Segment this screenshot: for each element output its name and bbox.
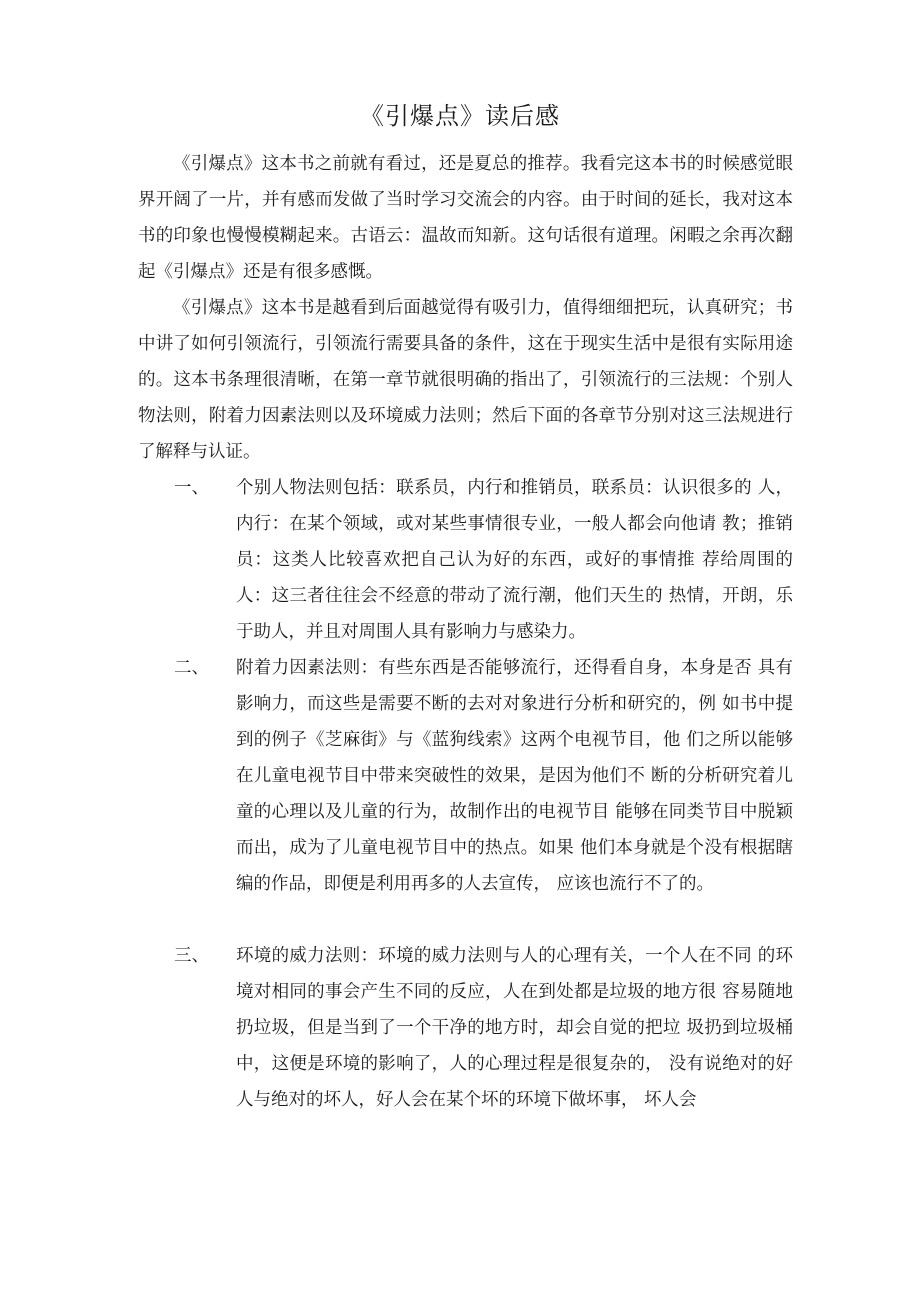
list-item-marker: 三、 bbox=[174, 946, 209, 966]
list-item-text: 附着力因素法则：有些东西是否能够流行，还得看自身，本身是否 具有影响力，而这些是需要不断的去对对象进行分析和研究的，例 如书中提到的例子《芝麻街》与《蓝狗线索》这两个电视节目，他 们之所以能够在儿童电视节目中带来突破性的效果，是因为他们不 断的分析研究着儿童的心理以及儿童的行为，故制作出的电视节目 能够在同类节目中脱颖而出，成为了儿童电视节目中的热点。如果 他们本身就是个没有根据瞎编的作品，即便是利用再多的人去宣传， 应该也流行不了的。 bbox=[236, 658, 793, 894]
document-title: 《引爆点》读后感 bbox=[360, 102, 560, 130]
list-item-marker: 二、 bbox=[174, 658, 209, 678]
paragraph-intro: 《引爆点》这本书之前就有看过，还是夏总的推荐。我看完这本书的时候感觉眼界开阔了一片，并有感而发做了当时学习交流会的内容。由于时间的延长，我对这本书的印象也慢慢模糊起来。古语云：温故而知新。这句话很有道理。闲暇之余再次翻起《引爆点》还是有很多感慨。 bbox=[138, 154, 793, 282]
list-item-text: 个别人物法则包括：联系员，内行和推销员，联系员：认识很多的 人，内行：在某个领域，或对某些事情很专业，一般人都会向他请 教；推销员：这类人比较喜欢把自己认为好的东西，或好的事情推 荐给周围的人：这三者往往会不经意的带动了流行潮，他们天生的 热情，开朗，乐于助人，并且对周围人具有影响力与感染力。 bbox=[236, 478, 793, 642]
list-item-text: 环境的威力法则：环境的威力法则与人的心理有关，一个人在不同 的环境对相同的事会产生不同的反应，人在到处都是垃圾的地方很 容易随地扔垃圾，但是当到了一个干净的地方时，却会自觉的把垃 圾扔到垃圾桶中，这便是环境的影响了，人的心理过程是很复杂的， 没有说绝对的好人与绝对的坏人，好人会在某个坏的环境下做坏事， 坏人会 bbox=[236, 946, 793, 1110]
list-item-marker: 一、 bbox=[174, 478, 209, 498]
paragraph-summary: 《引爆点》这本书是越看到后面越觉得有吸引力，值得细细把玩，认真研究；书中讲了如何引领流行，引领流行需要具备的条件，这在于现实生活中是很有实际用途的。这本书条理很清晰，在第一章节就很明确的指出了，引领流行的三法规：个别人物法则，附着力因素法则以及环境威力法则；然后下面的各章节分别对这三法规进行了解释与认证。 bbox=[138, 298, 793, 462]
